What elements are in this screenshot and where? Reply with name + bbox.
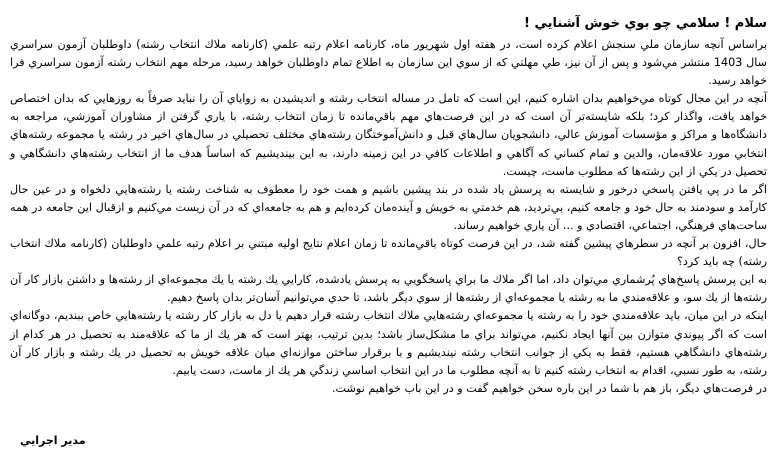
paragraph-6: اينكه در اين ميان، بايد علاقه‌مندي خود را به رشته يا مجموعه‌اي رشته‌هايي ملاك انتخاب رشته قرار دهيم يا دل به بازار كار رشته يا رشته‌هايي خاص ببنديم، دوگانه‌اي است كه اگر پيوندي متوازن بين آنها ايجاد نكنيم، مي‌تواند براي ما مشكل‌ساز باشد؛ بدين ترتيب، بهتر است كه هر يك از ما كه علاقه‌مند به تحصيل در هر كدام از رشته‌هاي دانشگاهي هستيم، فقط به يكي از جوانب انتخاب رشته نينديشيم و با برقرار ساختن موازنه‌اي ميان علاقه خويش به تحصيل در يك رشته و بازار كار آن رشته، به طور نسبي، اقدام به انتخاب رشته كنيم تا به آنچه مطلوب ما در اين انتخاب اساسي زندگي هر يك از ماست، دست يابيم. [10,309,767,377]
paragraph-5: به اين پرسش پاسخ‌هاي پُرشماري مي‌توان داد، اما اگر ملاك ما براي پاسخگويي به پرسش يادشده، كارايي يك رشته يا يك مجموعه‌اي از رشته‌ها و داشتن بازار كار آن رشته‌ها از يك سو، و علاقه‌مندي ما به رشته يا مجموعه‌اي از رشته‌ها از سوي ديگر باشد، تا حدي مي‌توانيم آسان‌تر بدان پاسخ دهيم. [10,273,767,305]
paragraph-7: در فرصت‌هاي ديگر، باز هم با شما در اين باره سخن خواهيم گفت و در اين باب خواهيم نوشت. [332,381,767,395]
document-title: سلام ! سلامي چو بوي خوش آشنايي ! [524,16,767,31]
signature: مدير اجرايي [20,434,86,447]
paragraph-2: آنچه در اين مجال كوتاه مي‌خواهيم بدان اشاره كنيم، اين است كه تامل در مساله انتخاب رشته و انديشيدن به زواياي آن را نبايد صرفاً به روزهايي كه بدان اختصاص خواهد يافت، واگذار كرد؛ بلكه شايسته‌تر آن است كه در اين فرصت‌هاي مهم باقي‌مانده تا زمان انتخاب رشته، با ياري گرفتن از مشاوران آموزشي، مراجعه به دانشگاه‌ها و مراكز و مؤسسات آموزش عالي، دانشجويان سال‌هاي قبل و دانش‌آموختگان رشته‌هاي مختلف تحصيلي در سال‌هاي اخير در رشته يا مجموعه رشته‌هاي انتخابي مورد علاقه‌مان، والدين و تمام كساني كه آگاهي و اطلاعات كافي در اين زمينه دارند، به اين بينديشيم كه اساساً هدف ما از انتخاب رشته‌هاي دانشگاهي و تحصيل در يكي از اين رشته‌ها كه مطلوب ماست، چيست. [10,92,767,178]
paragraph-4: حال، افزون بر آنچه در سطرهاي پيشين گفته شد، در اين فرصت كوتاه باقي‌مانده تا زمان اعلام نتايج اوليه مبتني بر اعلام رتبه علمي داوطلبان (كارنامه ملاك انتخاب رشته) چه بايد كرد؟ [10,237,767,269]
paragraph-1: براساس آنچه سازمان ملي سنجش اعلام كرده است، در هفته اول شهريور ماه، كارنامه اعلام رتبه علمي (كارنامه ملاك انتخاب رشته) داوطلبان آزمون سراسري سال 1403 منتشر مي‌شود و پس از آن نيز، طي مهلتي كه از سوي اين سازمان به اطلاع تمام داوطلبان خواهد رسيد، مرحله مهم انتخاب رشته آزمون سراسري فرا خواهد رسيد. [10,38,767,88]
paragraph-3: اگر ما در پي يافتن پاسخي درخور و شايسته به پرسش ياد شده در بند پيشين باشيم و همت خود را معطوف به شناخت رشته يا رشته‌هايي دلخواه و در عين حال كارآمد و سودمند به حال خود و جامعه كنيم، بي‌ترديد، هم خدمتي به خويش و آينده‌مان كرده‌ايم و هم به جامعه‌اي كه در آن زيست مي‌كنيم و ازقبال اين جامعه در همه ساحت‌هاي فرهنگي، اجتماعي، اقتصادي و ... آن ياري خواهيم رساند. [10,182,767,232]
